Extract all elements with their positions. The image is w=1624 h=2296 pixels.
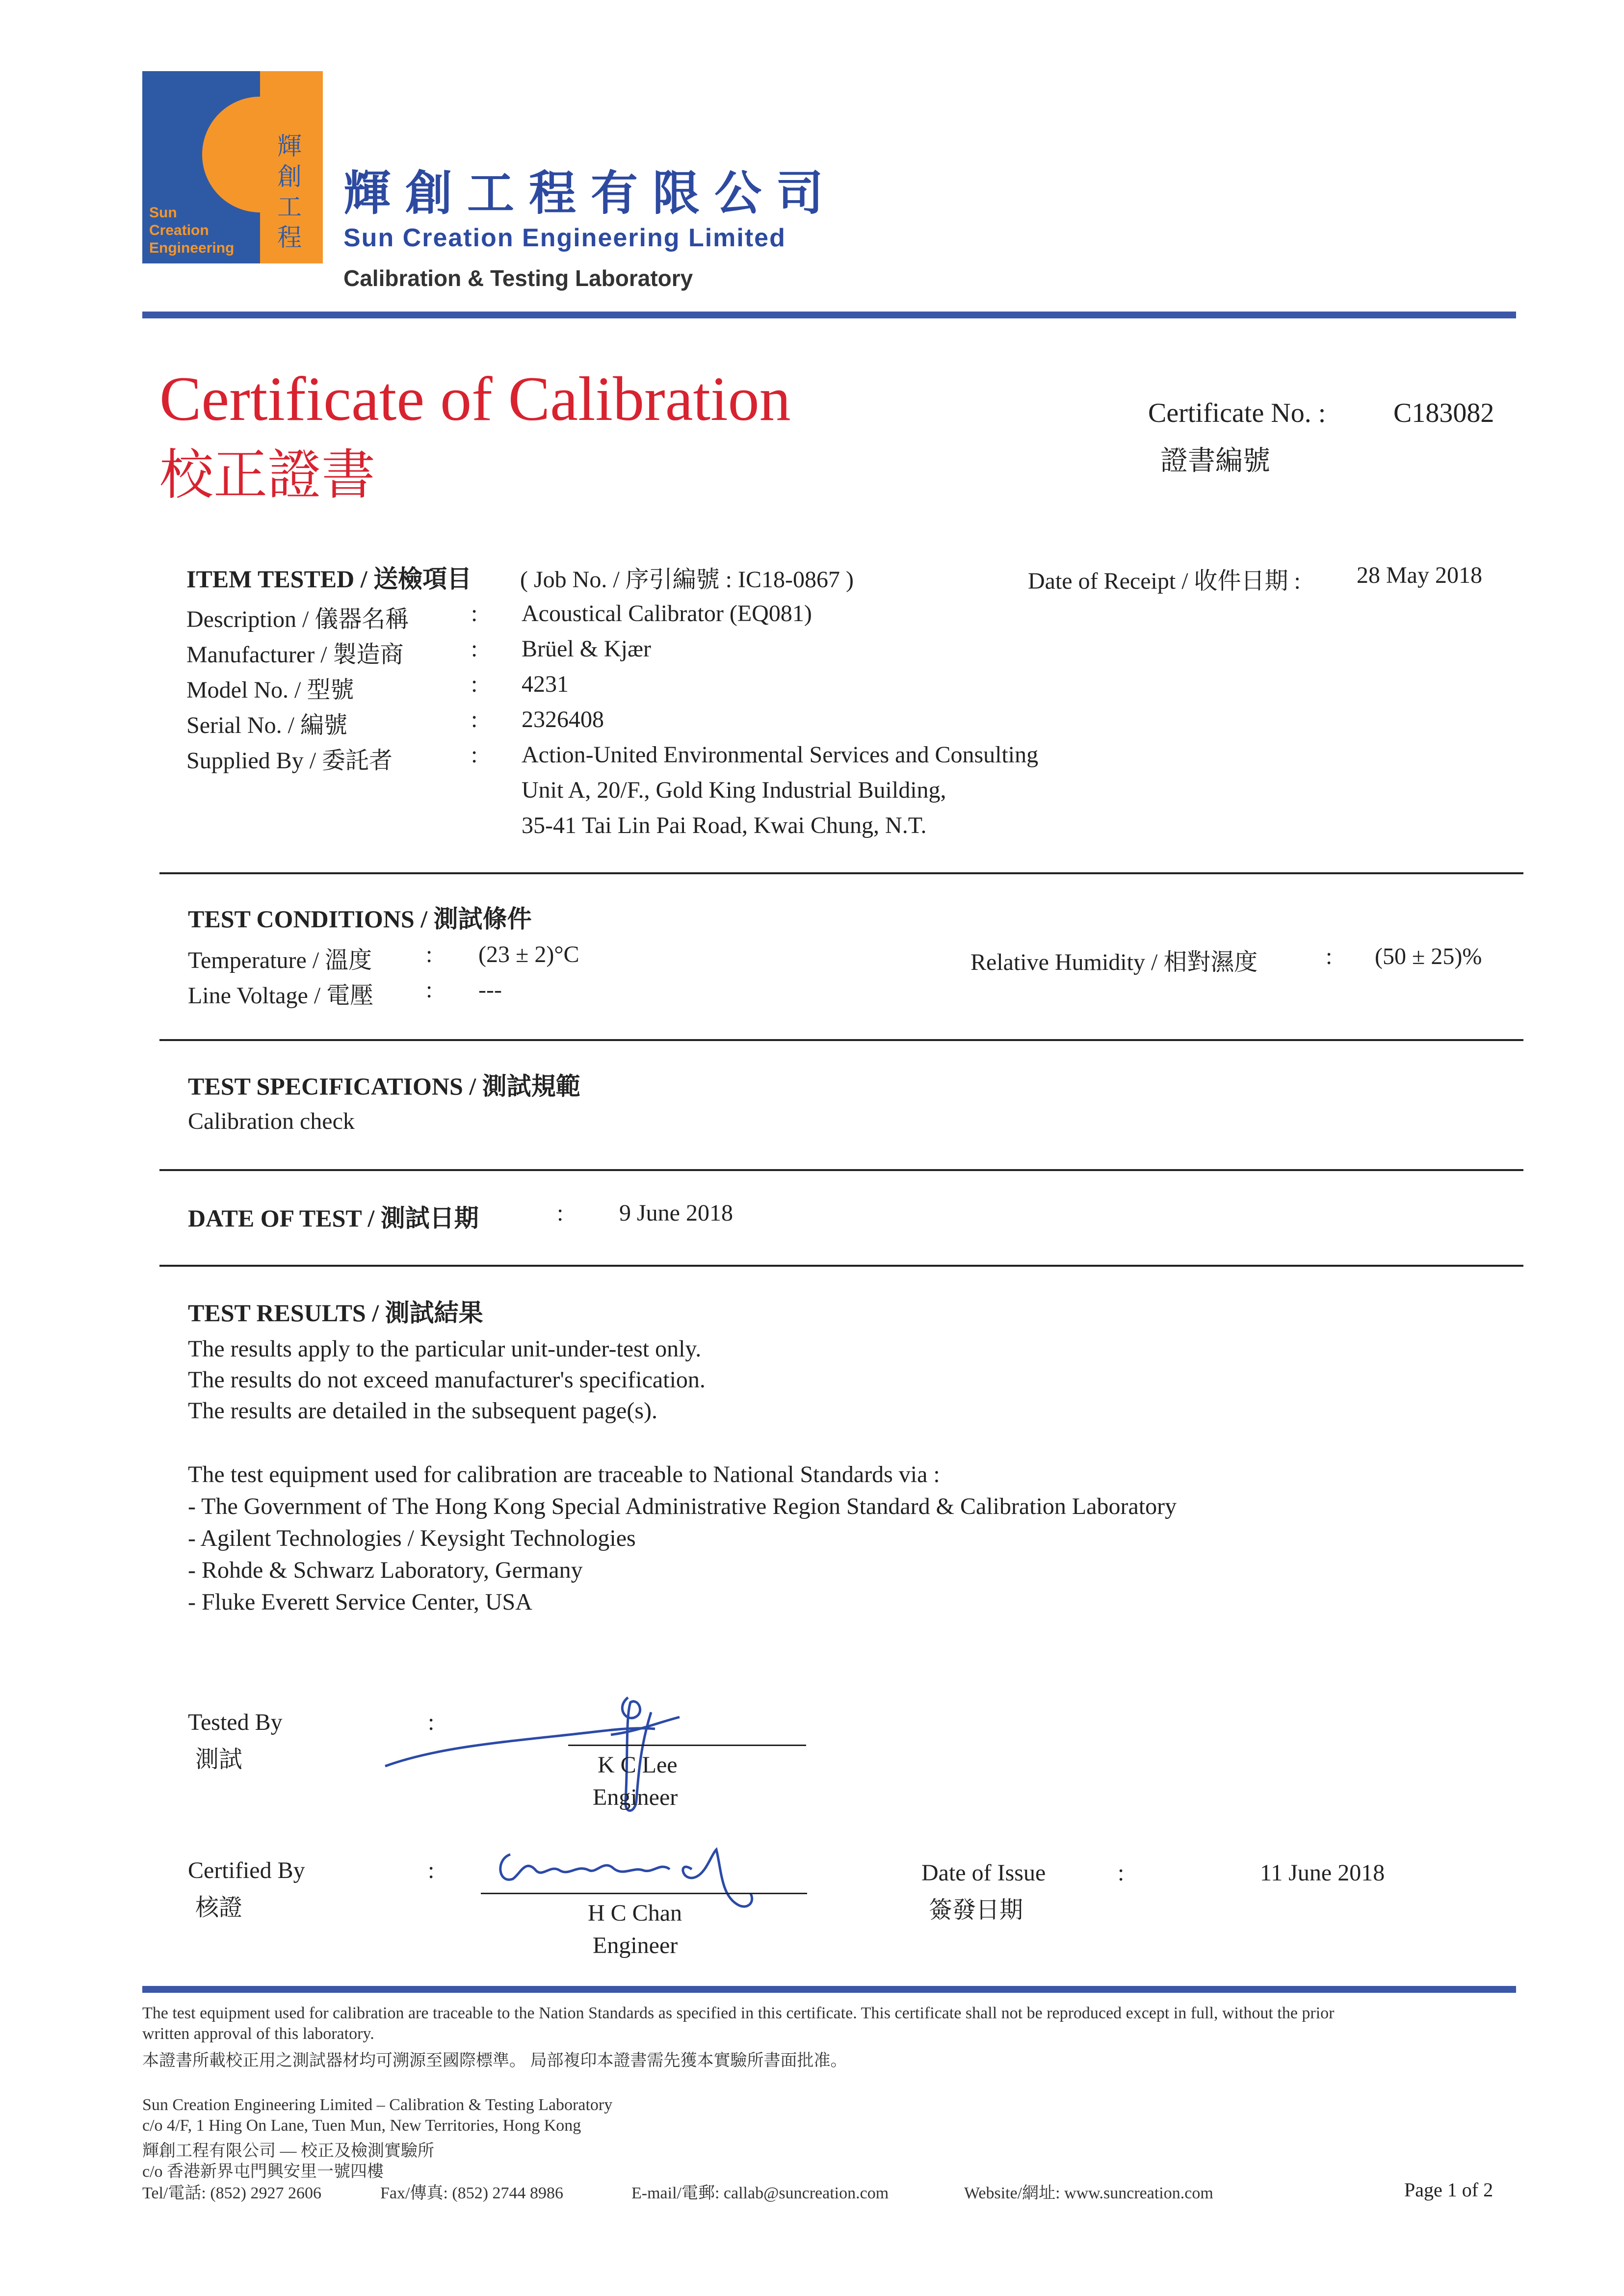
section-divider xyxy=(159,1265,1523,1267)
test-results-heading: TEST RESULTS / 測試結果 xyxy=(188,1299,483,1327)
traceability-item: - Fluke Everett Service Center, USA xyxy=(188,1589,532,1615)
colon: : xyxy=(471,671,478,697)
certified-by-name: H C Chan xyxy=(588,1900,682,1926)
footer-address: c/o 4/F, 1 Hing On Lane, Tuen Mun, New Territories, Hong Kong xyxy=(142,2116,581,2135)
date-of-test-heading: DATE OF TEST / 測試日期 xyxy=(188,1204,479,1232)
item-tested-heading: ITEM TESTED / 送檢項目 xyxy=(186,565,472,593)
humidity-label: Relative Humidity / 相對濕度 xyxy=(970,949,1258,975)
serial-value: 2326408 xyxy=(522,706,604,732)
certificate-title-cn: 校正證書 xyxy=(159,444,375,506)
certified-by-label-cn: 核證 xyxy=(195,1895,243,1921)
colon: : xyxy=(557,1200,564,1226)
certificate-no-value: C183082 xyxy=(1393,398,1494,428)
humidity-value: (50 ± 25)% xyxy=(1375,943,1482,969)
company-logo xyxy=(142,71,323,263)
test-specifications-value: Calibration check xyxy=(188,1108,355,1134)
lab-name: Calibration & Testing Laboratory xyxy=(343,265,693,291)
footer-note-cn: 本證書所載校正用之測試器材均可溯源至國際標準。 局部複印本證書需先獲本實驗所書面批准。 xyxy=(142,2052,847,2070)
company-name-en: Sun Creation Engineering Limited xyxy=(343,224,786,252)
signature-line xyxy=(568,1745,806,1746)
svg-text:Engineering: Engineering xyxy=(149,240,235,256)
certificate-title: Certificate of Calibration xyxy=(159,364,791,434)
result-line: The results do not exceed manufacturer's specification. xyxy=(188,1367,706,1393)
traceability-intro: The test equipment used for calibration are traceable to National Standards via : xyxy=(188,1461,940,1487)
tested-by-name: K C Lee xyxy=(598,1752,678,1778)
line-voltage-label: Line Voltage / 電壓 xyxy=(188,983,374,1009)
test-specifications-heading: TEST SPECIFICATIONS / 測試規範 xyxy=(188,1072,580,1100)
test-conditions-heading: TEST CONDITIONS / 測試條件 xyxy=(188,905,532,933)
colon: : xyxy=(428,1709,435,1735)
svg-text:創: 創 xyxy=(277,162,302,191)
colon: : xyxy=(471,742,478,768)
manufacturer-label: Manufacturer / 製造商 xyxy=(186,642,404,668)
address-line-1: Unit A, 20/F., Gold King Industrial Building, xyxy=(522,777,946,803)
svg-text:程: 程 xyxy=(277,223,302,252)
signature-line xyxy=(481,1893,807,1894)
tested-by-label: Tested By xyxy=(188,1709,283,1735)
address-line-2: 35-41 Tai Lin Pai Road, Kwai Chung, N.T. xyxy=(522,812,927,838)
receipt-date: 28 May 2018 xyxy=(1357,562,1482,588)
footer-website[interactable]: Website/網址: www.suncreation.com xyxy=(964,2184,1213,2202)
footer-note: written approval of this laboratory. xyxy=(142,2025,374,2043)
model-value: 4231 xyxy=(522,671,569,697)
svg-text:Sun: Sun xyxy=(149,205,177,221)
footer-email[interactable]: E-mail/電郵: callab@suncreation.com xyxy=(631,2184,889,2202)
footer-address-cn: 輝創工程有限公司 — 校正及檢測實驗所 xyxy=(142,2142,434,2160)
colon: : xyxy=(1118,1860,1125,1886)
serial-label: Serial No. / 編號 xyxy=(186,712,347,738)
footer-tel: Tel/電話: (852) 2927 2606 xyxy=(142,2184,321,2202)
colon: : xyxy=(426,941,433,967)
model-label: Model No. / 型號 xyxy=(186,677,354,703)
job-number: ( Job No. / 序引編號 : IC18-0867 ) xyxy=(520,567,854,593)
line-voltage-value: --- xyxy=(478,977,502,1003)
section-divider xyxy=(159,1039,1523,1041)
description-label: Description / 儀器名稱 xyxy=(186,606,409,632)
date-of-issue-label-cn: 簽發日期 xyxy=(929,1897,1023,1923)
footer-fax: Fax/傳真: (852) 2744 8986 xyxy=(380,2184,564,2202)
date-of-test-value: 9 June 2018 xyxy=(619,1200,733,1226)
result-line: The results apply to the particular unit-under-test only. xyxy=(188,1336,702,1362)
svg-text:工: 工 xyxy=(277,193,302,221)
svg-text:輝: 輝 xyxy=(277,132,302,160)
colon: : xyxy=(426,977,433,1003)
header-divider xyxy=(142,312,1516,318)
certificate-no-label: Certificate No. : xyxy=(1148,398,1326,428)
certified-by-title: Engineer xyxy=(593,1932,678,1958)
date-of-issue-label: Date of Issue xyxy=(921,1860,1046,1886)
date-of-issue-value: 11 June 2018 xyxy=(1260,1860,1385,1886)
section-divider xyxy=(159,1169,1523,1171)
colon: : xyxy=(471,706,478,732)
traceability-item: - Rohde & Schwarz Laboratory, Germany xyxy=(188,1557,583,1583)
tested-by-label-cn: 測試 xyxy=(195,1747,243,1773)
certificate-no-label-cn: 證書編號 xyxy=(1160,445,1270,477)
description-value: Acoustical Calibrator (EQ081) xyxy=(522,600,812,626)
company-name-cn: 輝創工程有限公司 xyxy=(343,166,838,221)
tested-by-title: Engineer xyxy=(593,1784,678,1810)
temperature-label: Temperature / 溫度 xyxy=(188,947,372,973)
colon: : xyxy=(471,600,478,626)
footer-divider xyxy=(142,1986,1516,1993)
svg-text:Creation: Creation xyxy=(149,222,209,238)
supplied-by-label: Supplied By / 委託者 xyxy=(186,748,393,774)
result-line: The results are detailed in the subsequent page(s). xyxy=(188,1398,657,1424)
temperature-value: (23 ± 2)°C xyxy=(478,941,579,967)
certified-by-label: Certified By xyxy=(188,1857,305,1883)
footer-note: The test equipment used for calibration are traceable to the Nation Standards as specified in this certificate. This certificate shall not be reproduced except in full, without the prior xyxy=(142,2004,1335,2022)
footer-address-cn: c/o 香港新界屯門興安里一號四樓 xyxy=(142,2163,384,2181)
page-number: Page 1 of 2 xyxy=(1404,2179,1493,2201)
traceability-item: - The Government of The Hong Kong Special Administrative Region Standard & Calibration Laboratory xyxy=(188,1493,1177,1519)
footer-address: Sun Creation Engineering Limited – Calibration & Testing Laboratory xyxy=(142,2096,613,2114)
supplied-by-value: Action-United Environmental Services and Consulting xyxy=(522,742,1039,768)
traceability-item: - Agilent Technologies / Keysight Technologies xyxy=(188,1525,636,1551)
colon: : xyxy=(428,1857,435,1883)
colon: : xyxy=(471,636,478,662)
section-divider xyxy=(159,872,1523,874)
receipt-label: Date of Receipt / 收件日期 : xyxy=(1028,568,1301,594)
colon: : xyxy=(1326,943,1333,969)
manufacturer-value: Brüel & Kjær xyxy=(522,636,651,662)
